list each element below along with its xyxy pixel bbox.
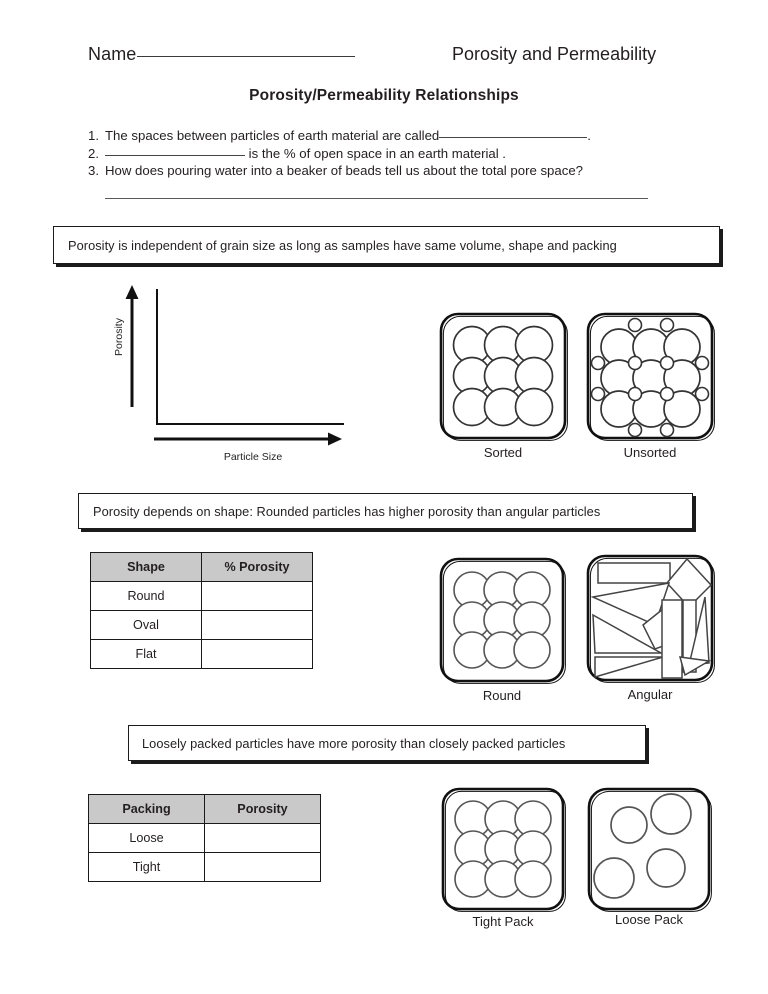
x-axis-arrow-icon: [154, 431, 342, 447]
question-number-3: 3.: [88, 163, 99, 178]
loose-pack-label: Loose Pack: [615, 912, 683, 927]
packing-table-header-packing: Packing: [89, 795, 205, 824]
question-text-1: The spaces between particles of earth material are called: [105, 128, 440, 143]
question-1-suffix: .: [587, 128, 591, 143]
statement-text-packing: Loosely packed particles have more porosity than closely packed particles: [142, 735, 566, 751]
question-text-3: How does pouring water into a beaker of beads tell us about the total pore space?: [105, 163, 583, 178]
table-row: [89, 853, 321, 882]
y-axis-arrow-icon: [124, 285, 140, 407]
table-row: [91, 640, 313, 669]
question-1-blank[interactable]: [439, 137, 587, 138]
shape-row-value-round[interactable]: [202, 582, 313, 611]
shape-row-label-oval: Oval: [91, 611, 202, 640]
x-axis-line: [156, 423, 344, 425]
loose-pack-diagram: [586, 786, 712, 927]
name-field-row: [88, 44, 355, 65]
x-axis-label: Particle Size: [223, 451, 283, 463]
shape-table-header-porosity: % Porosity: [202, 553, 313, 582]
shape-row-label-flat: Flat: [91, 640, 202, 669]
packing-row-value-loose[interactable]: [205, 824, 321, 853]
shape-porosity-table: [90, 552, 313, 669]
round-label: Round: [482, 688, 522, 703]
question-3-answer-line[interactable]: [105, 198, 648, 199]
y-axis-label: Porosity: [113, 318, 125, 356]
page-title: Porosity/Permeability Relationships: [249, 87, 519, 104]
tight-pack-diagram: [440, 786, 566, 929]
table-header-row: [91, 553, 313, 582]
packing-table-header-porosity: Porosity: [205, 795, 321, 824]
table-header-row: [89, 795, 321, 824]
unsorted-particle-diagram: [585, 311, 715, 460]
porosity-vs-particle-size-graph: [96, 283, 361, 468]
question-number-1: 1.: [88, 128, 99, 143]
question-item-3: [88, 162, 708, 180]
name-blank-line[interactable]: [137, 56, 355, 57]
statement-text-shape: Porosity depends on shape: Rounded particles has higher porosity than angular particles: [93, 503, 601, 519]
question-item-1: [88, 127, 708, 145]
question-2-blank[interactable]: [105, 155, 245, 156]
question-list: [88, 127, 708, 180]
question-item-2: [88, 145, 708, 163]
tight-pack-label: Tight Pack: [472, 914, 534, 929]
packing-porosity-table: [88, 794, 321, 882]
angular-particle-diagram: [585, 553, 715, 702]
round-particle-diagram: [438, 556, 566, 703]
statement-text-grain-size: Porosity is independent of grain size as long as samples have same volume, shape and packing: [68, 237, 617, 253]
table-row: [91, 582, 313, 611]
shape-row-value-oval[interactable]: [202, 611, 313, 640]
angular-label: Angular: [627, 687, 673, 702]
table-row: [91, 611, 313, 640]
shape-table-header-shape: Shape: [91, 553, 202, 582]
statement-box-grain-size: [53, 226, 720, 264]
shape-row-value-flat[interactable]: [202, 640, 313, 669]
subject-title: Porosity and Permeability: [452, 44, 657, 64]
packing-row-label-loose: Loose: [89, 824, 205, 853]
statement-box-shape: [78, 493, 693, 529]
y-axis-line: [156, 289, 158, 425]
packing-row-label-tight: Tight: [89, 853, 205, 882]
table-row: [89, 824, 321, 853]
question-number-2: 2.: [88, 145, 99, 161]
shape-row-label-round: Round: [91, 582, 202, 611]
sorted-label: Sorted: [483, 445, 523, 460]
question-2-suffix: is the % of open space in an earth material .: [248, 145, 506, 161]
sorted-particle-diagram: [438, 311, 568, 460]
packing-row-value-tight[interactable]: [205, 853, 321, 882]
name-label: Name: [88, 44, 137, 64]
unsorted-label: Unsorted: [623, 445, 677, 460]
statement-box-packing: [128, 725, 646, 761]
